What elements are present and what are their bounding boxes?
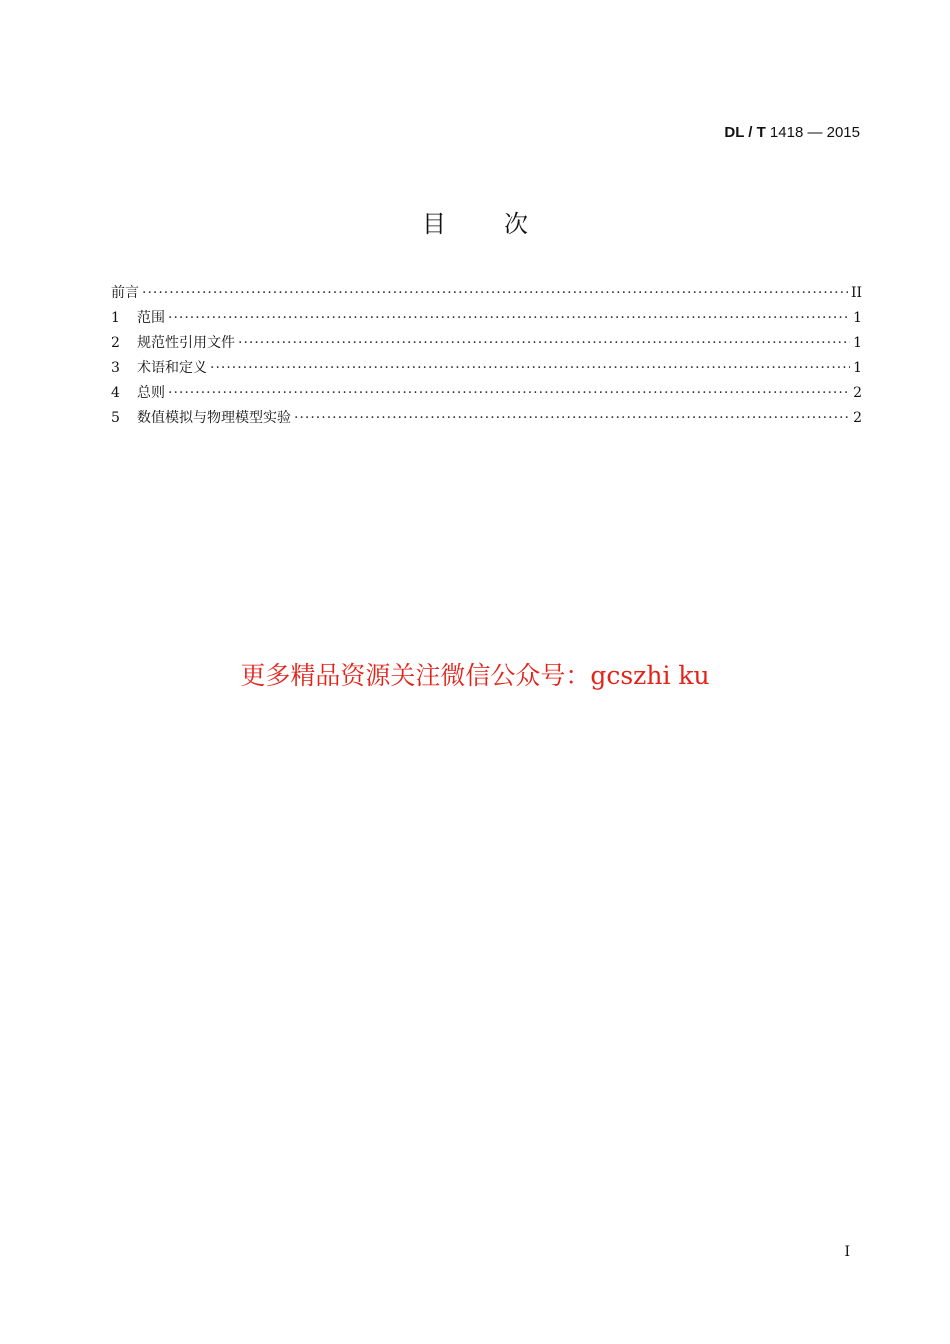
toc-leader-dots [210,358,850,378]
toc-title [0,204,950,239]
page-number: I [844,1244,850,1260]
standard-code [724,124,860,141]
toc-title-char-1: 目 [422,210,446,238]
toc-leader-dots [168,308,850,328]
toc-entry[interactable] [111,383,862,408]
toc-entry-text: 前言 [111,285,139,301]
toc-entry-text: 数值模拟与物理模型实验 [137,410,291,426]
toc-leader-dots [168,383,850,403]
promo-watermark-text: 更多精品资源关注微信公众号：gcszhi ku [240,661,710,690]
toc-entry-page: 1 [853,310,862,326]
toc-entry-text: 规范性引用文件 [137,335,235,351]
toc-entry-number: 5 [111,410,120,426]
toc-entry-page: 1 [853,335,862,351]
toc-entry-text: 总则 [137,385,165,401]
toc-entry-page: II [850,285,862,301]
toc-entry-number: 3 [111,360,120,376]
toc-entry-page: 1 [853,360,862,376]
toc-entry[interactable] [111,358,862,383]
toc-title-char-2: 次 [504,210,528,238]
toc-entry[interactable] [111,283,862,308]
toc-leader-dots [142,283,848,303]
table-of-contents [111,283,862,433]
toc-leader-dots [294,408,850,428]
toc-entry-number: 4 [111,385,120,401]
toc-entry-page: 2 [853,385,862,401]
toc-entry[interactable] [111,308,862,333]
standard-code-number: 1418 — 2015 [765,124,860,141]
toc-entry-text: 范围 [137,310,165,326]
toc-entry-number: 2 [111,335,120,351]
toc-entry[interactable] [111,333,862,358]
toc-entry-text: 术语和定义 [137,360,207,376]
toc-leader-dots [238,333,850,353]
standard-code-prefix: DL / T [724,124,766,141]
toc-entry[interactable] [111,408,862,433]
toc-entry-page: 2 [853,410,862,426]
toc-entry-number: 1 [111,310,120,326]
